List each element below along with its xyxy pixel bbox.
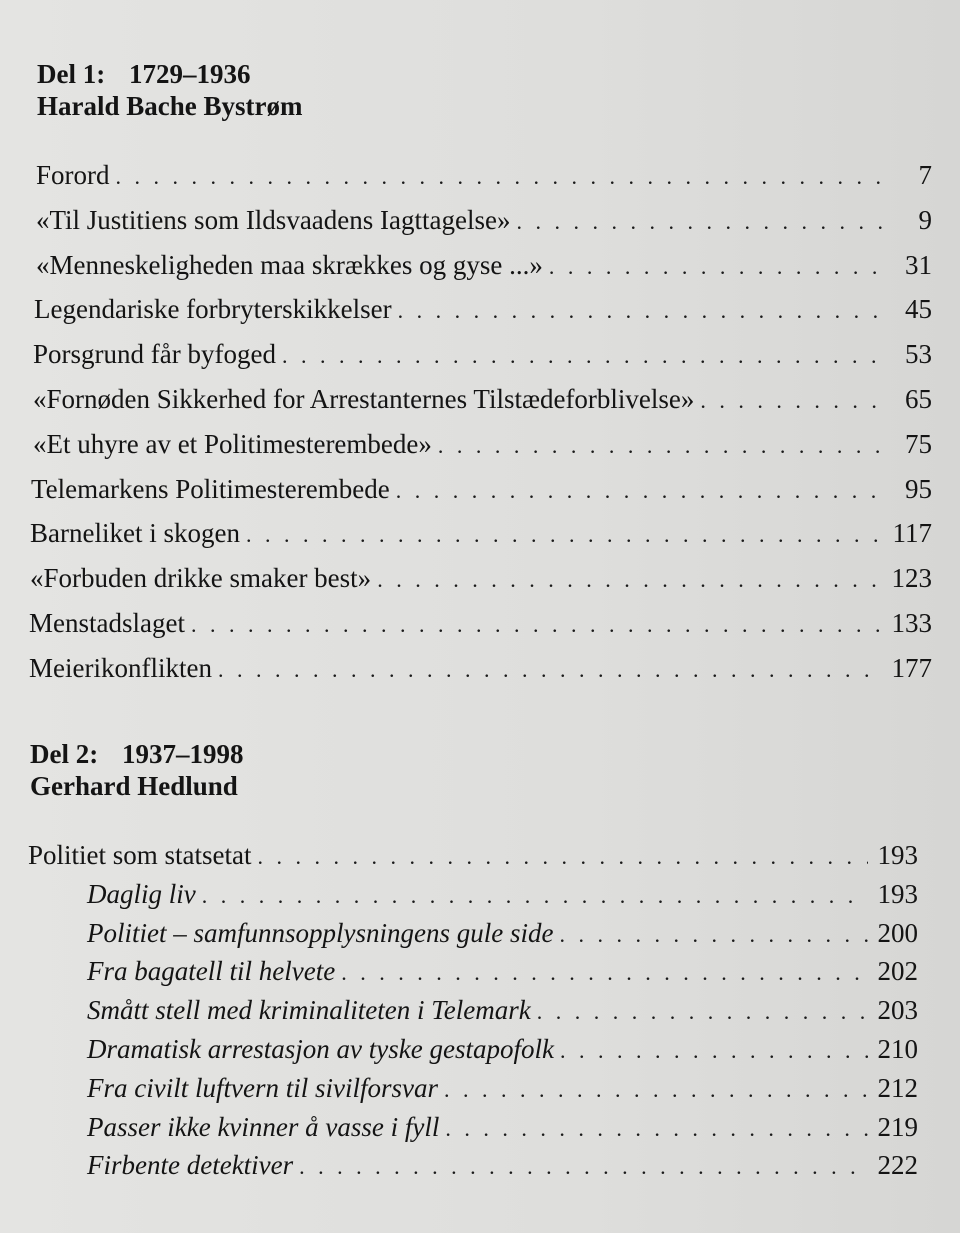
toc-entry-title: «Et uhyre av et Politimesterembede»	[33, 428, 432, 459]
leader-dots	[218, 657, 882, 683]
toc-entry-title: «Forbuden drikke smaker best»	[30, 563, 372, 594]
toc-entry-title: Dramatisk arrestasjon av tyske gestapofolk	[87, 1034, 554, 1064]
part-1-label: Del 1:	[37, 59, 106, 89]
toc-entry-title: «Menneskeligheden maa skrækkes og gyse ...»	[36, 249, 543, 280]
part-2-years: 1937–1998	[122, 739, 244, 769]
toc-entry	[87, 1112, 918, 1143]
leader-dots	[559, 922, 868, 948]
toc-entry-page: 219	[877, 1111, 918, 1142]
leader-dots	[377, 567, 882, 593]
toc-entry-title: Legendariske forbryterskikkelser	[34, 294, 392, 325]
leader-dots	[202, 883, 868, 909]
leader-dots	[282, 343, 882, 369]
toc-entry	[87, 1150, 918, 1181]
toc-entry-page: 193	[877, 878, 918, 909]
toc-entry-page: 7	[918, 160, 932, 190]
toc-entry	[31, 474, 932, 505]
toc-entry-page: 212	[877, 1072, 918, 1103]
toc-entry-page: 200	[877, 917, 918, 948]
toc-entry-page: 123	[891, 563, 932, 594]
toc-entry-page: 65	[905, 384, 932, 414]
toc-entry-page: 45	[905, 294, 932, 325]
leader-dots	[396, 478, 882, 504]
toc-entry	[33, 384, 932, 415]
toc-entry-title: Fra bagatell til helvete	[87, 956, 336, 987]
toc-entry	[87, 879, 918, 910]
toc-entry-page: 177	[891, 652, 932, 683]
toc-entry-page: 193	[877, 840, 918, 870]
toc-entry-title: «Til Justitiens som Ildsvaadens Iagttagelse»	[36, 204, 511, 235]
toc-entry-page: 117	[892, 518, 932, 549]
toc-entry-page: 222	[877, 1150, 918, 1181]
leader-dots	[438, 433, 882, 459]
toc-entry	[87, 918, 918, 949]
toc-entry-title: Politiet – samfunnsopplysningens gule side	[87, 917, 554, 948]
leader-dots	[516, 209, 882, 235]
toc-entry-title: Politiet som statsetat	[28, 840, 252, 870]
part-1-years: 1729–1936	[129, 59, 251, 89]
leader-dots	[445, 1116, 868, 1142]
toc-entry-page: 31	[905, 249, 932, 280]
toc-entry	[87, 1034, 918, 1065]
leader-dots	[341, 960, 868, 986]
toc-entry-page: 9	[918, 204, 932, 235]
toc-entry-title: Telemarkens Politimesterembede	[31, 473, 390, 504]
toc-entry-title: Smått stell med kriminaliteten i Telemark	[87, 995, 531, 1026]
leader-dots	[549, 254, 882, 280]
leader-dots	[246, 522, 882, 548]
toc-entry	[87, 1073, 918, 1104]
toc-entry-title: Menstadslaget	[29, 608, 185, 638]
toc-entry-title: Meierikonflikten	[29, 652, 212, 683]
toc-entry-page: 75	[905, 428, 932, 459]
toc-entry-title: «Fornøden Sikkerhed for Arrestanternes Tilstædeforblivelse»	[33, 384, 695, 414]
toc-entry-title: Passer ikke kvinner å vasse i fyll	[87, 1111, 440, 1142]
toc-entry	[33, 339, 932, 370]
toc-entry	[30, 518, 932, 549]
toc-entry	[36, 205, 932, 236]
part-2-label: Del 2:	[30, 739, 99, 769]
toc-entry	[87, 995, 918, 1026]
part-2-header	[30, 738, 244, 802]
toc-entry-page: 210	[877, 1034, 918, 1064]
toc-entry-page: 133	[891, 608, 932, 638]
leader-dots	[299, 1154, 868, 1180]
leader-dots	[116, 164, 883, 190]
toc-entry-title: Firbente detektiver	[87, 1150, 294, 1181]
toc-entry	[34, 294, 932, 325]
toc-entry-page: 95	[905, 473, 932, 504]
part-1-author: Harald Bache Bystrøm	[37, 91, 303, 121]
leader-dots	[537, 999, 868, 1025]
toc-entry-page: 53	[905, 339, 932, 370]
toc-entry-title: Fra civilt luftvern til sivilforsvar	[87, 1072, 438, 1103]
toc-entry	[87, 956, 918, 987]
toc-entry-title: Forord	[36, 160, 110, 190]
toc-entry	[36, 250, 932, 281]
toc-entry-page: 203	[877, 995, 918, 1026]
toc-entry-title: Porsgrund får byfoged	[33, 339, 276, 370]
leader-dots	[398, 298, 882, 324]
toc-entry	[36, 160, 932, 191]
part-1-header	[37, 58, 302, 122]
toc-entry	[28, 840, 918, 871]
toc-entry	[30, 563, 932, 594]
toc-entry-title: Daglig liv	[87, 878, 196, 909]
part-2-author: Gerhard Hedlund	[30, 771, 238, 801]
leader-dots	[700, 388, 882, 414]
toc-entry	[29, 653, 932, 684]
leader-dots	[191, 612, 882, 638]
toc-entry	[29, 608, 932, 639]
leader-dots	[560, 1038, 868, 1064]
toc-entry-title: Barneliket i skogen	[30, 518, 240, 549]
leader-dots	[444, 1077, 868, 1103]
toc-entry-page: 202	[877, 956, 918, 987]
leader-dots	[258, 844, 869, 870]
toc-entry	[33, 429, 932, 460]
